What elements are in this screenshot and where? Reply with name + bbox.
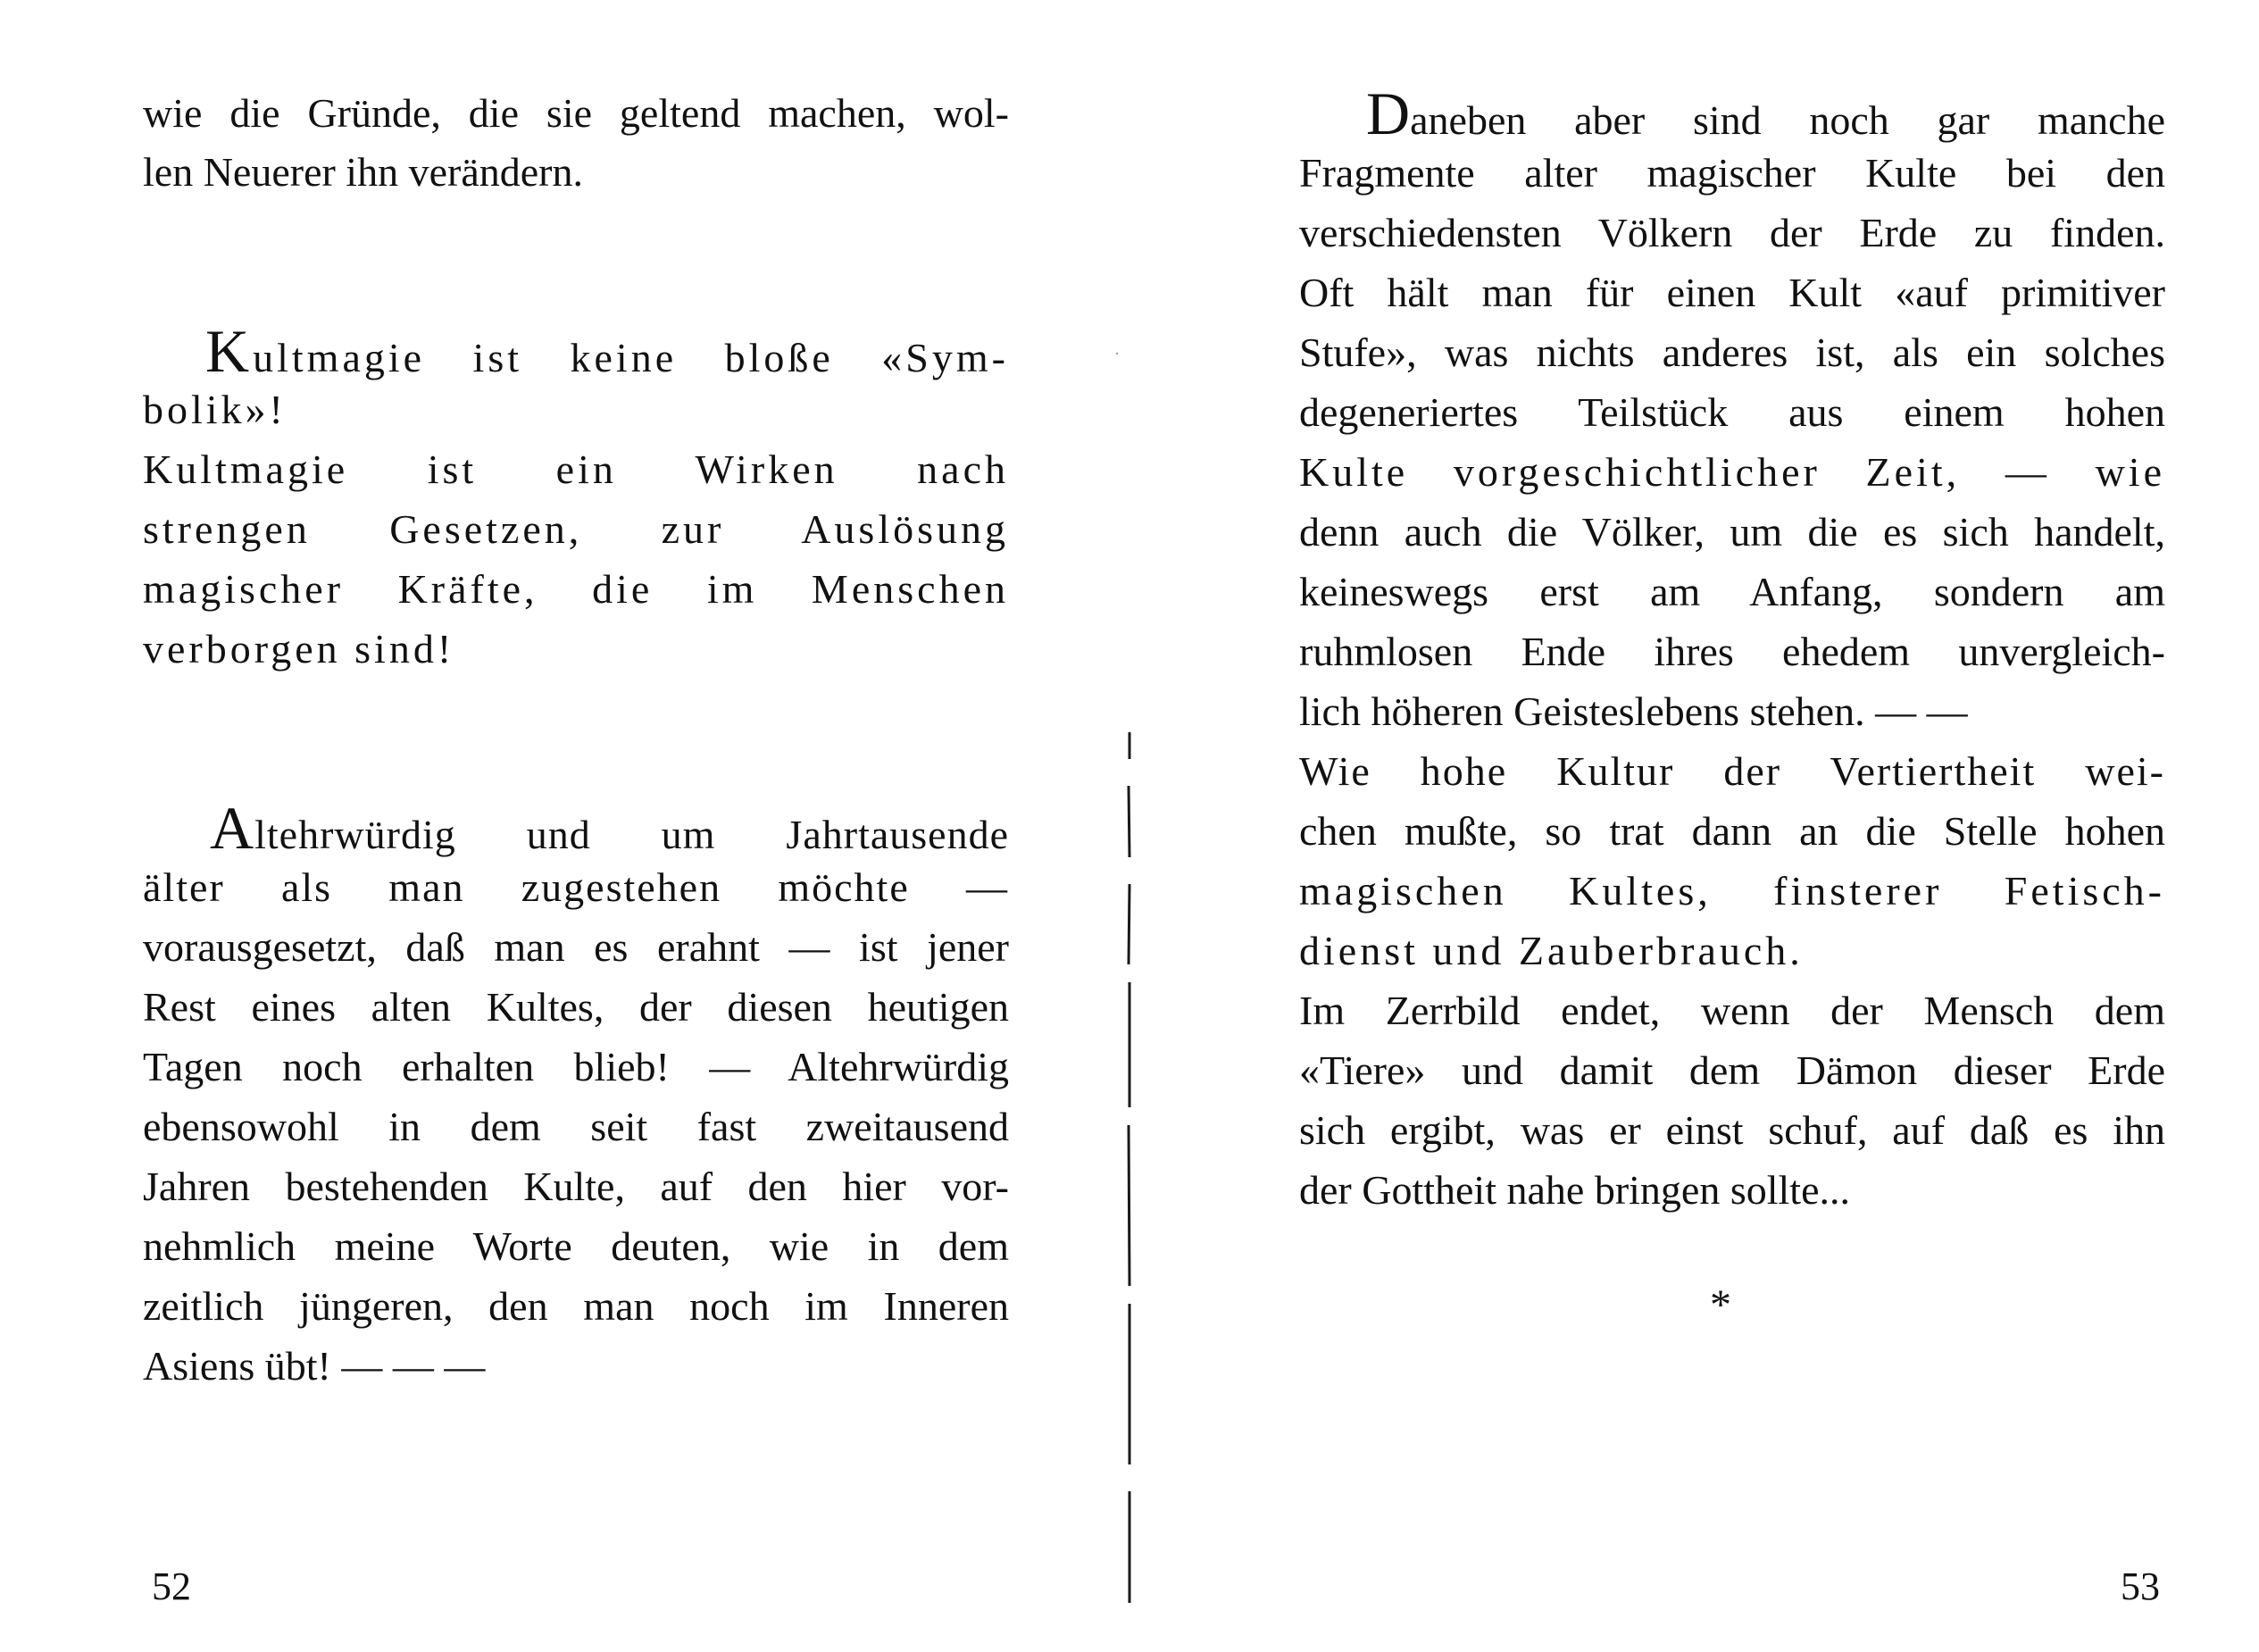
text-line [210, 794, 1009, 862]
text-line: Wie hohe Kultur der Vertiertheit wei- [1299, 748, 2165, 794]
text-line: «Tiere» und damit dem Dämon dieser Erde [1299, 1047, 2165, 1093]
text-line: Jahren bestehenden Kulte, auf den hier vor- [143, 1164, 1009, 1209]
text-line: ruhmlosen Ende ihres ehedem unvergleich- [1299, 629, 2165, 674]
text-line: Tagen noch erhalten blieb! — Altehrwürdig [143, 1044, 1009, 1089]
text-line: verborgen sind! [143, 626, 455, 672]
text-line-content: ltehrwürdig und um Jahrtausende [254, 812, 1009, 857]
text-line: keineswegs erst am Anfang, sondern am [1299, 569, 2165, 614]
drop-initial: K [205, 317, 254, 385]
text-line: degeneriertes Teilstück aus einem hohen [1299, 389, 2165, 435]
text-line: denn auch die Völker, um die es sich handelt, [1299, 509, 2165, 555]
drop-initial: A [210, 794, 255, 862]
text-line: Im Zerrbild endet, wenn der Mensch dem [1299, 988, 2165, 1033]
text-line: zeitlich jüngeren, den man noch im Inneren [143, 1283, 1009, 1329]
text-line-content: ultmagie ist keine bloße «Sym- [253, 335, 1009, 380]
text-line: älter als man zugestehen möchte — [143, 864, 1009, 910]
text-line: strengen Gesetzen, zur Auslösung [143, 506, 1009, 552]
text-line: len Neuerer ihn verändern. [143, 149, 583, 195]
text-line: Rest eines alten Kultes, der diesen heutigen [143, 984, 1009, 1030]
text-line: vorausgesetzt, daß man es erahnt — ist jener [143, 924, 1009, 970]
text-line [1366, 79, 2165, 147]
text-line: Stufe», was nichts anderes ist, als ein solches [1299, 330, 2165, 375]
page-number: 53 [2121, 1564, 2160, 1608]
text-line: Oft hält man für einen Kult «auf primitiver [1299, 270, 2165, 315]
text-line: sich ergibt, was er einst schuf, auf daß es ihn [1299, 1107, 2165, 1153]
text-line: magischer Kräfte, die im Menschen [143, 566, 1009, 612]
text-line: wie die Gründe, die sie geltend machen, wol- [143, 90, 1009, 136]
text-line: bolik»! [143, 387, 287, 432]
text-line: Asiens übt! — — — [143, 1343, 486, 1389]
text-line: nehmlich meine Worte deuten, wie in dem [143, 1223, 1009, 1269]
section-ornament: * [1710, 1281, 1731, 1329]
text-line: der Gottheit nahe bringen sollte... [1299, 1167, 1851, 1213]
text-line: magischen Kultes, finsterer Fetisch- [1299, 868, 2165, 914]
drop-initial: D [1366, 79, 1411, 147]
right-page [1130, 0, 2259, 1652]
page-number: 52 [152, 1564, 191, 1608]
text-line: chen mußte, so trat dann an die Stelle hohen [1299, 808, 2165, 854]
text-line: dienst und Zauberbrauch. [1299, 928, 1804, 973]
text-line: Kulte vorgeschichtlicher Zeit, — wie [1299, 449, 2165, 495]
text-line: ebensowohl in dem seit fast zweitausend [143, 1104, 1009, 1149]
gutter-speck [1116, 353, 1118, 355]
text-line: lich höheren Geisteslebens stehen. — — [1299, 688, 1968, 734]
text-line: Fragmente alter magischer Kulte bei den [1299, 150, 2165, 196]
text-line [205, 317, 1009, 385]
text-line: Kultmagie ist ein Wirken nach [143, 446, 1009, 492]
text-line-content: aneben aber sind noch gar manche [1410, 97, 2165, 143]
text-line: verschiedensten Völkern der Erde zu finden. [1299, 210, 2165, 255]
